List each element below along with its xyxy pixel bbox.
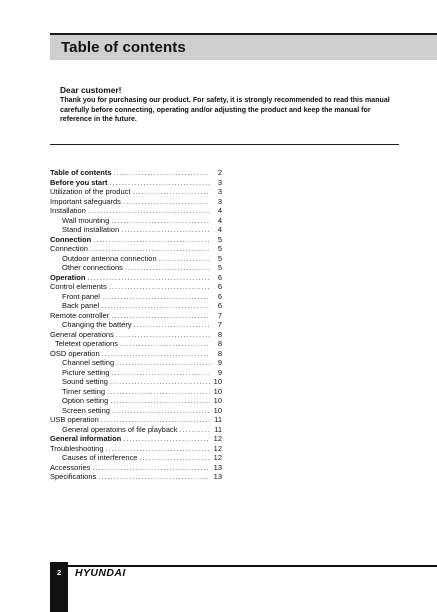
toc-entry-label: General information [50,434,122,443]
toc-entry[interactable] [50,339,222,349]
toc-entry-label: Operation [50,272,86,282]
toc-entry[interactable] [50,216,222,226]
toc-entry-label: Outdoor antenna connection [62,253,157,263]
toc-list [50,168,222,482]
toc-entry[interactable] [50,225,222,235]
toc-entry-label: Stand installation [62,225,120,234]
toc-entry-page: 12 [213,434,222,443]
toc-entry[interactable] [50,444,222,454]
toc-entry[interactable] [50,320,222,330]
divider-line [50,144,399,145]
brand-logo: HYUNDAI [75,567,126,579]
toc-entry-page: 6 [217,282,222,291]
toc-leader-dots [121,225,210,235]
toc-leader-dots [88,206,210,216]
toc-leader-dots [110,396,210,406]
toc-entry[interactable] [50,415,222,425]
toc-entry-page: 8 [217,348,222,358]
toc-entry[interactable] [50,244,222,254]
toc-leader-dots [123,197,210,207]
toc-entry[interactable] [50,187,222,197]
toc-entry-label: Specifications [50,472,97,481]
toc-leader-dots [123,434,210,444]
toc-entry-label: Table of contents [50,168,112,177]
toc-leader-dots [111,216,210,226]
page-title: Table of contents [61,39,186,56]
toc-leader-dots [109,282,210,292]
toc-leader-dots [116,330,210,340]
toc-entry-page: 12 [213,443,222,453]
toc-entry-label: Connection [50,244,88,253]
toc-leader-dots [107,387,210,397]
toc-leader-dots [111,311,210,321]
toc-entry-label: Option setting [62,396,109,405]
toc-entry-page: 10 [213,386,222,396]
toc-entry[interactable] [50,463,222,473]
toc-entry-label: General operations [50,329,114,339]
toc-leader-dots [112,368,210,378]
toc-entry-label: Channel setting [62,358,115,367]
toc-entry[interactable] [50,377,222,387]
toc-entry-page: 3 [217,177,222,187]
toc-entry-page: 11 [214,415,222,424]
toc-entry-page: 4 [217,215,222,225]
toc-leader-dots [125,263,210,273]
toc-entry-label: Timer setting [62,386,106,396]
toc-entry-label: USB operation [50,415,99,424]
greeting: Dear customer! [60,85,122,95]
toc-entry-label: Utilization of the product [50,187,131,196]
toc-entry[interactable] [50,301,222,311]
toc-entry-page: 13 [213,472,222,481]
toc-entry-page: 6 [217,291,222,301]
toc-entry-label: General operatoins of file playback [62,424,178,434]
toc-leader-dots [132,187,210,197]
toc-entry-page: 10 [213,405,222,415]
toc-entry[interactable] [50,472,222,482]
toc-entry-label: Front panel [62,291,100,301]
title-band [50,33,437,60]
toc-entry-page: 11 [214,424,222,434]
toc-entry[interactable] [50,197,222,207]
page-number: 2 [57,568,62,577]
toc-leader-dots [101,415,210,425]
toc-entry-label: Sound setting [62,377,108,386]
toc-entry-label: Troubleshooting [50,443,104,453]
toc-entry-label: Changing the battery [62,320,132,329]
toc-leader-dots [106,444,210,454]
toc-leader-dots [114,168,210,178]
toc-entry-label: Installation [50,206,86,215]
toc-entry-page: 3 [217,187,222,196]
toc-entry-page: 9 [217,367,222,377]
toc-entry[interactable] [50,273,222,283]
toc-entry[interactable] [50,263,222,273]
toc-entry-page: 2 [217,168,222,177]
toc-entry-page: 4 [217,225,222,234]
toc-leader-dots [93,235,210,245]
toc-leader-dots [110,377,210,387]
toc-entry[interactable] [50,206,222,216]
toc-leader-dots [92,463,210,473]
toc-leader-dots [134,320,210,330]
toc-entry[interactable] [50,178,222,188]
toc-leader-dots [139,453,210,463]
toc-entry[interactable] [50,387,222,397]
toc-entry[interactable] [50,396,222,406]
toc-entry-label: Screen setting [62,405,110,415]
toc-entry-page: 4 [217,206,222,215]
toc-leader-dots [87,273,210,283]
toc-leader-dots [102,292,210,302]
toc-entry[interactable] [50,368,222,378]
toc-entry-label: Wall mounting [62,215,110,225]
toc-entry-label: Remote controller [50,310,110,320]
toc-leader-dots [120,339,210,349]
toc-entry-label: Back panel [62,301,100,310]
toc-entry-page: 5 [217,263,222,272]
toc-entry-label: Connection [50,234,92,244]
toc-entry[interactable] [50,434,222,444]
toc-entry[interactable] [50,292,222,302]
toc-entry-page: 7 [217,310,222,320]
toc-entry-page: 13 [213,462,222,472]
toc-entry[interactable] [50,311,222,321]
toc-leader-dots [116,358,210,368]
toc-entry-label: OSD operation [50,348,100,358]
toc-entry-label: Before you start [50,177,108,187]
toc-entry-label: Important safeguards [50,196,121,206]
toc-entry[interactable] [50,282,222,292]
toc-leader-dots [110,178,210,188]
toc-entry-page: 6 [217,301,222,310]
toc-leader-dots [159,254,210,264]
toc-entry-page: 5 [217,234,222,244]
toc-entry-page: 3 [217,196,222,206]
toc-entry[interactable] [50,254,222,264]
toc-entry[interactable] [50,358,222,368]
toc-entry-page: 8 [217,339,222,348]
toc-entry-label: Other connections [62,263,123,272]
toc-entry-label: Accessories [50,462,91,472]
toc-leader-dots [90,244,210,254]
toc-entry-label: Causes of interference [62,453,138,462]
toc-entry-page: 6 [217,272,222,282]
toc-entry[interactable] [50,406,222,416]
toc-entry-page: 10 [213,396,222,405]
toc-entry[interactable] [50,349,222,359]
toc-entry[interactable] [50,425,222,435]
toc-entry[interactable] [50,168,222,178]
toc-entry-label: Control elements [50,282,107,291]
toc-leader-dots [180,425,211,435]
toc-entry-page: 5 [217,253,222,263]
toc-entry-page: 5 [217,244,222,253]
toc-entry[interactable] [50,453,222,463]
toc-leader-dots [101,301,210,311]
toc-entry-page: 8 [217,329,222,339]
toc-leader-dots [102,349,210,359]
toc-entry-label: Teletext operations [55,339,118,348]
intro-paragraph: Thank you for purchasing our product. For safety, it is strongly recommended to read this manual carefully before connecting, operating and/or adjusting the product and keep the manual for reference in the future. [60,96,390,124]
toc-entry-page: 10 [213,377,222,386]
toc-entry-label: Picture setting [62,367,110,377]
toc-entry[interactable] [50,330,222,340]
toc-entry-page: 7 [217,320,222,329]
toc-leader-dots [112,406,210,416]
toc-entry-page: 12 [213,453,222,462]
toc-leader-dots [98,472,210,482]
toc-entry[interactable] [50,235,222,245]
toc-entry-page: 9 [217,358,222,367]
